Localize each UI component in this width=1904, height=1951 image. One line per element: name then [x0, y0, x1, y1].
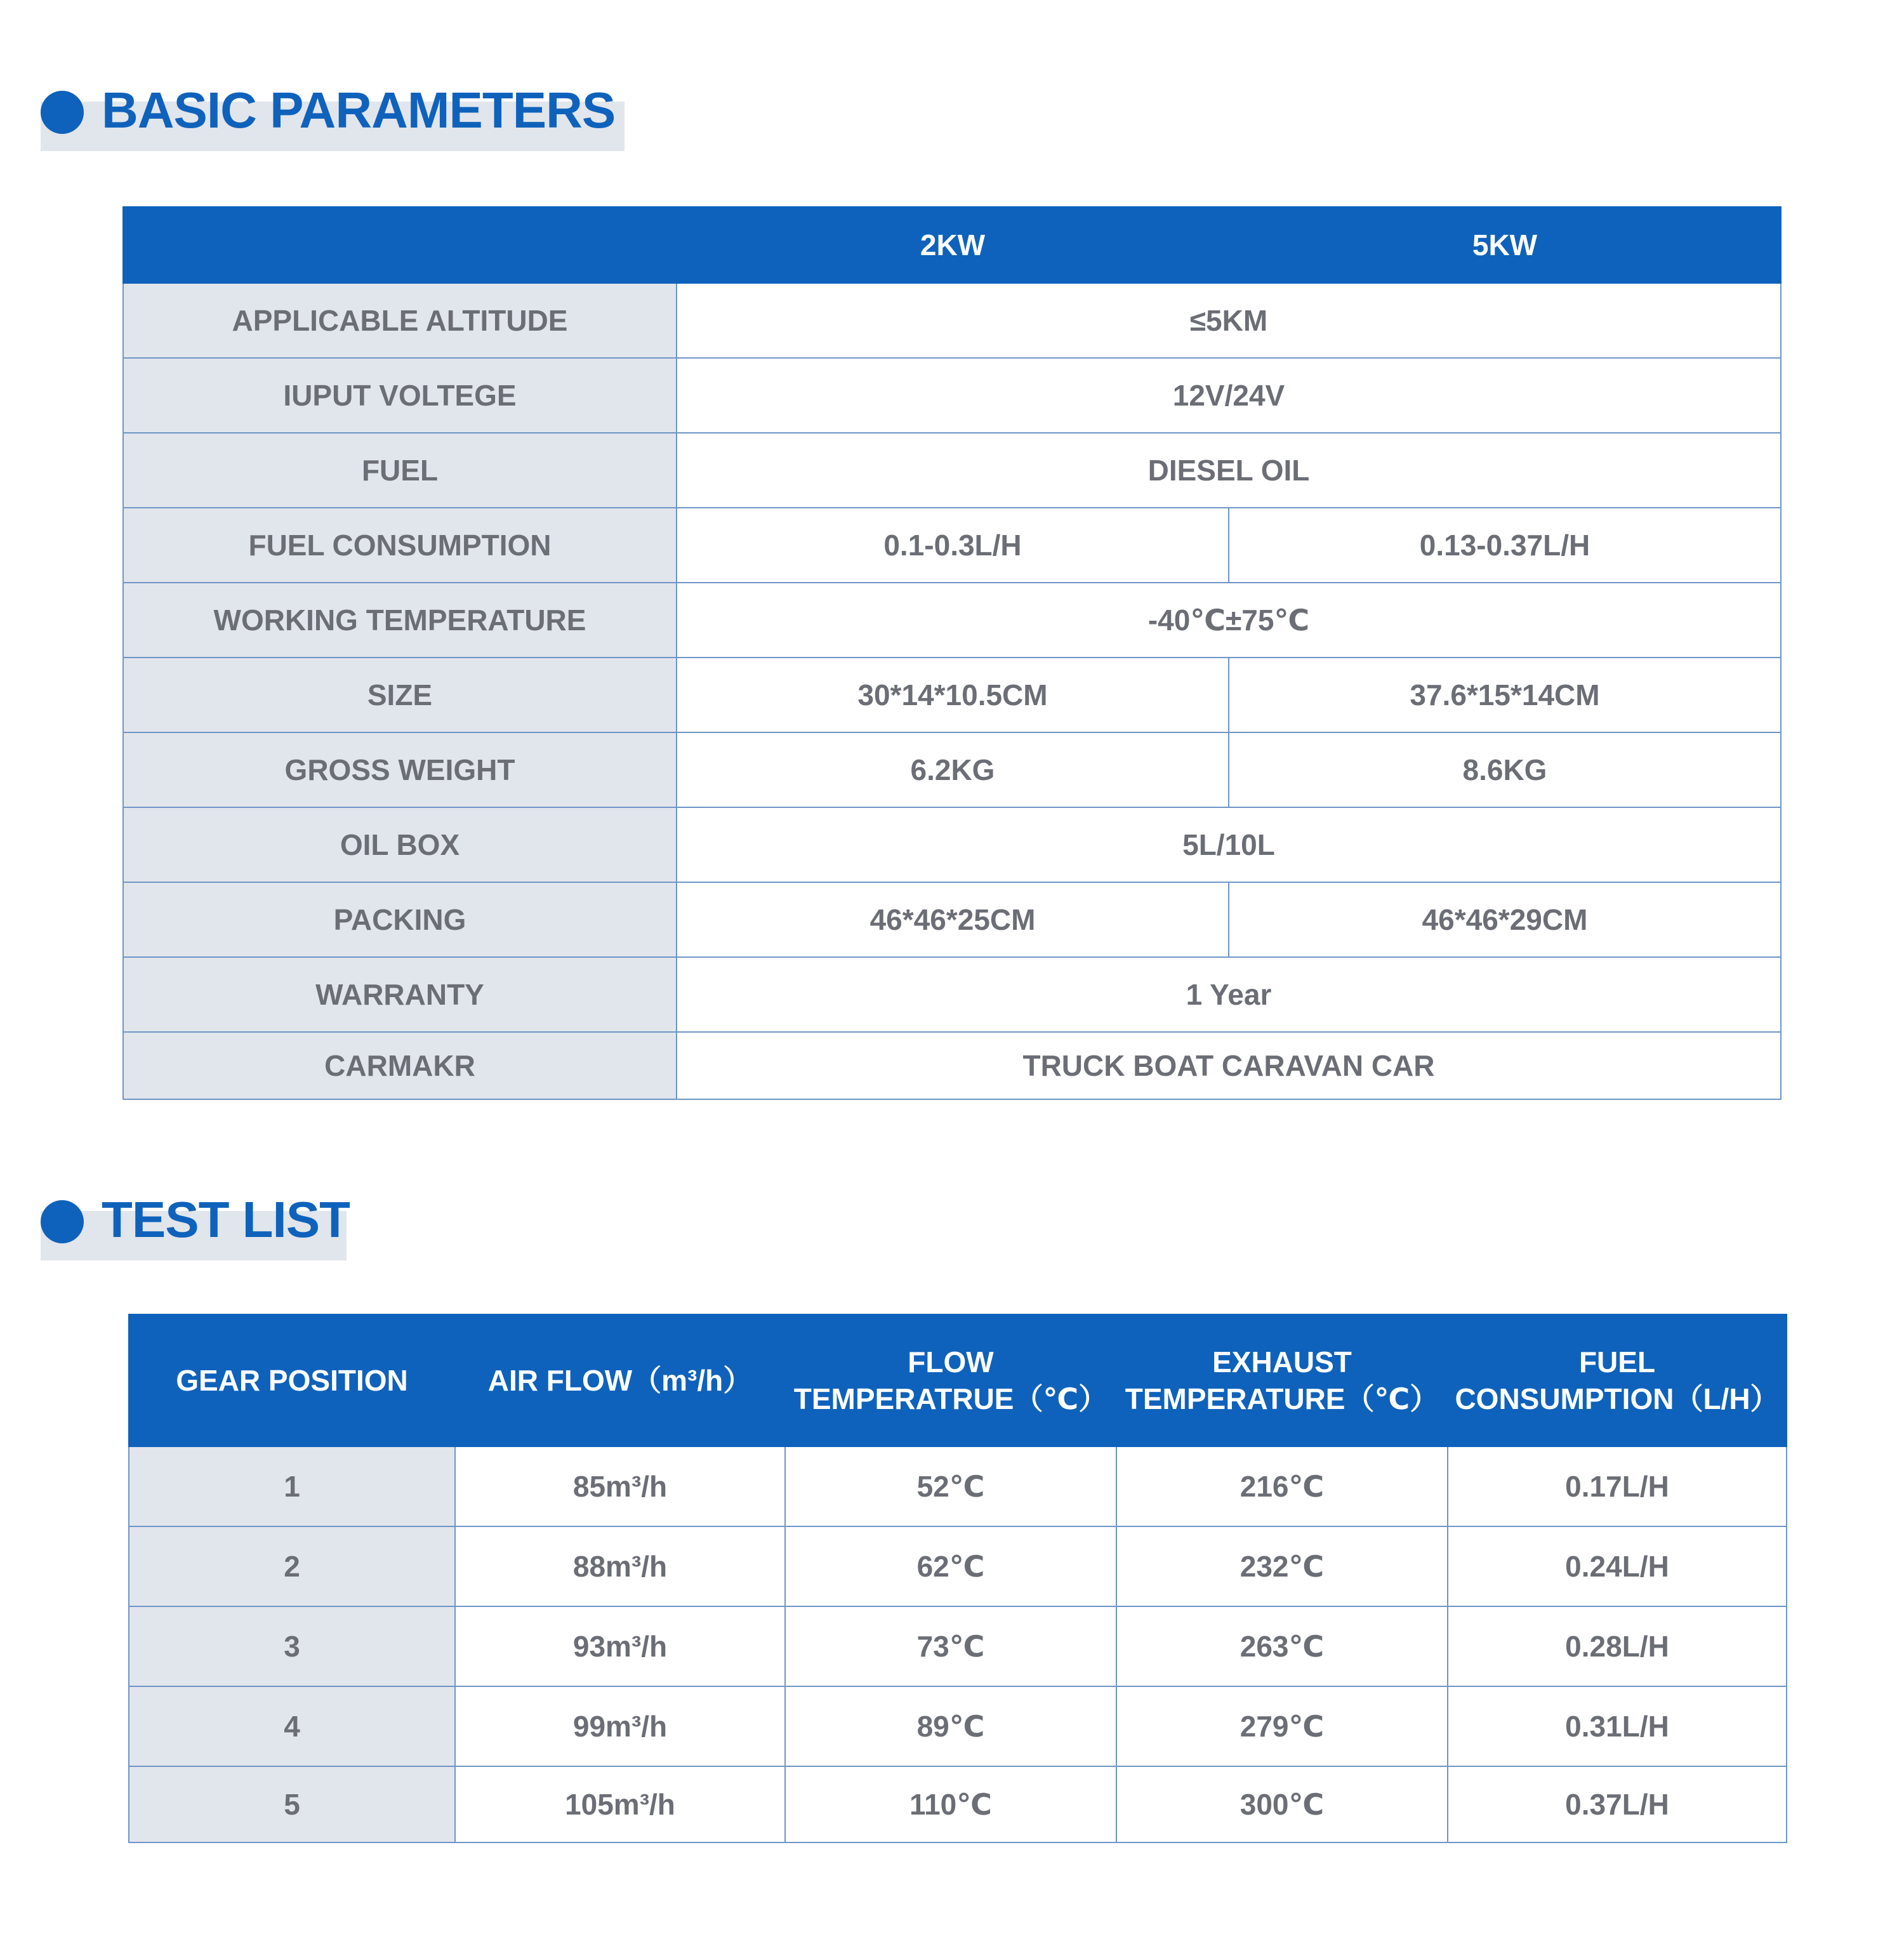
- gear-cell: 3: [129, 1606, 455, 1686]
- row-value-5kw: 0.13-0.37L/H: [1229, 508, 1781, 583]
- exhaust-temp-cell: 216℃: [1116, 1446, 1448, 1526]
- flow-temp-cell: 110℃: [785, 1766, 1116, 1842]
- test-list-table: [128, 1314, 1787, 1843]
- row-label: PACKING: [123, 882, 677, 957]
- flow-temp-cell: 52℃: [785, 1446, 1116, 1526]
- air-flow-cell: 99m³/h: [455, 1686, 785, 1766]
- header-air-flow: [455, 1314, 785, 1446]
- row-label: FUEL: [123, 433, 677, 508]
- exhaust-temp-cell: 300℃: [1116, 1766, 1448, 1842]
- fuel-consumption-cell: 0.37L/H: [1448, 1766, 1787, 1842]
- table-row: [129, 1766, 1787, 1842]
- header-line: AIR FLOW（m³/h）: [487, 1364, 753, 1397]
- table-row: [123, 807, 1781, 882]
- row-label: FUEL CONSUMPTION: [123, 508, 677, 583]
- table-header-row: [123, 207, 1781, 283]
- row-value-2kw: 46*46*25CM: [677, 882, 1229, 957]
- basic-parameters-heading: [41, 81, 625, 151]
- basic-parameters-table: [122, 206, 1782, 1100]
- table-row: [123, 882, 1781, 957]
- section-title: BASIC PARAMETERS: [102, 82, 616, 138]
- flow-temp-cell: 89℃: [785, 1686, 1116, 1766]
- row-value: 1 Year: [677, 957, 1781, 1032]
- row-label: OIL BOX: [123, 807, 677, 882]
- fuel-consumption-cell: 0.24L/H: [1448, 1526, 1787, 1606]
- row-value-5kw: 37.6*15*14CM: [1229, 658, 1781, 732]
- header-cell-2kw: 2KW: [677, 207, 1229, 283]
- row-label: IUPUT VOLTEGE: [123, 358, 677, 433]
- table-row: [123, 508, 1781, 583]
- row-label: APPLICABLE ALTITUDE: [123, 283, 677, 358]
- fuel-consumption-cell: 0.31L/H: [1448, 1686, 1787, 1766]
- header-gear-position: [129, 1314, 455, 1446]
- exhaust-temp-cell: 263℃: [1116, 1606, 1448, 1686]
- table-row: [123, 658, 1781, 732]
- flow-temp-cell: 73℃: [785, 1606, 1116, 1686]
- row-value-5kw: 8.6KG: [1229, 732, 1781, 807]
- air-flow-cell: 93m³/h: [455, 1606, 785, 1686]
- gear-cell: 2: [129, 1526, 455, 1606]
- row-value: 12V/24V: [677, 358, 1781, 433]
- row-label: CARMAKR: [123, 1032, 677, 1099]
- row-value-2kw: 0.1-0.3L/H: [677, 508, 1229, 583]
- header-cell-5kw: 5KW: [1229, 207, 1781, 283]
- table-row: [123, 358, 1781, 433]
- fuel-consumption-cell: 0.28L/H: [1448, 1606, 1787, 1686]
- air-flow-cell: 88m³/h: [455, 1526, 785, 1606]
- table-row: [123, 283, 1781, 358]
- header-line: EXHAUST: [1212, 1346, 1352, 1379]
- gear-cell: 4: [129, 1686, 455, 1766]
- table-row: [129, 1606, 1787, 1686]
- flow-temp-cell: 62℃: [785, 1526, 1116, 1606]
- table-header-row: [129, 1314, 1787, 1446]
- air-flow-cell: 105m³/h: [455, 1766, 785, 1842]
- row-label: WORKING TEMPERATURE: [123, 583, 677, 658]
- row-value-2kw: 6.2KG: [677, 732, 1229, 807]
- header-line: FUEL: [1578, 1346, 1656, 1379]
- bullet-dot-icon: [41, 91, 84, 134]
- row-label: SIZE: [123, 658, 677, 732]
- row-value: ≤5KM: [677, 283, 1781, 358]
- row-value: TRUCK BOAT CARAVAN CAR: [677, 1032, 1781, 1099]
- row-value-2kw: 30*14*10.5CM: [677, 658, 1229, 732]
- header-line: GEAR POSITION: [176, 1364, 408, 1397]
- row-value: -40℃±75℃: [677, 583, 1781, 658]
- header-flow-temperature: [785, 1314, 1116, 1446]
- header-line: TEMPERATRUE（℃）: [793, 1382, 1108, 1415]
- test-list-heading: [41, 1191, 350, 1260]
- row-value-5kw: 46*46*29CM: [1229, 882, 1781, 957]
- row-label: WARRANTY: [123, 957, 677, 1032]
- table-row: [123, 732, 1781, 807]
- header-exhaust-temperature: [1116, 1314, 1448, 1446]
- gear-cell: 5: [129, 1766, 455, 1842]
- table-row: [129, 1686, 1787, 1766]
- header-line: FLOW: [908, 1346, 994, 1379]
- header-fuel-consumption: [1448, 1314, 1787, 1446]
- table-row: [129, 1526, 1787, 1606]
- section-title: TEST LIST: [102, 1191, 350, 1248]
- header-line: CONSUMPTION（L/H）: [1455, 1382, 1780, 1415]
- table-row: [123, 1032, 1781, 1099]
- fuel-consumption-cell: 0.17L/H: [1448, 1446, 1787, 1526]
- header-line: TEMPERATURE（℃）: [1125, 1382, 1439, 1415]
- header-cell-empty: [123, 207, 677, 283]
- row-value: DIESEL OIL: [677, 433, 1781, 508]
- bullet-dot-icon: [41, 1200, 84, 1243]
- exhaust-temp-cell: 279℃: [1116, 1686, 1448, 1766]
- row-value: 5L/10L: [677, 807, 1781, 882]
- table-row: [129, 1446, 1787, 1526]
- row-label: GROSS WEIGHT: [123, 732, 677, 807]
- air-flow-cell: 85m³/h: [455, 1446, 785, 1526]
- table-row: [123, 583, 1781, 658]
- gear-cell: 1: [129, 1446, 455, 1526]
- table-row: [123, 433, 1781, 508]
- table-row: [123, 957, 1781, 1032]
- exhaust-temp-cell: 232℃: [1116, 1526, 1448, 1606]
